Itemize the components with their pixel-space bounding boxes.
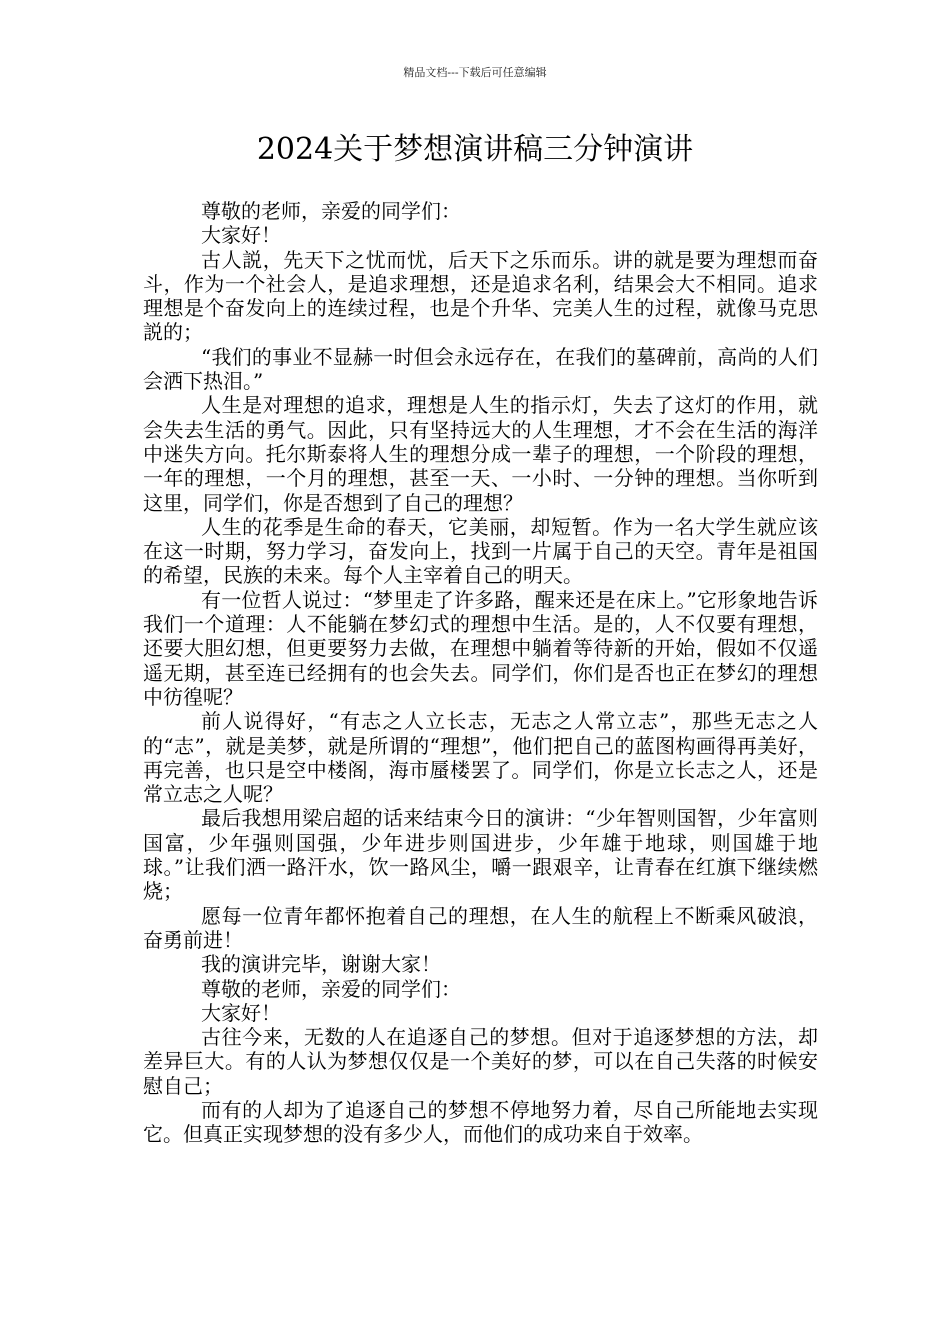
- paragraph: 古往今来，无数的人在追逐自己的梦想。但对于追逐梦想的方法，却差异巨大。有的人认为梦想仅仅是一个美好的梦，可以在自己失落的时候安慰自己；: [143, 1025, 818, 1098]
- paragraph: 有一位哲人说过：“梦里走了许多路，醒来还是在床上。”它形象地告诉我们一个道理：人不能躺在梦幻式的理想中生活。是的，人不仅要有理想，还要大胆幻想，但更要努力去做，在理想中躺着等待新的开始，假如不仅遥遥无期，甚至连已经拥有的也会失去。同学们，你们是否也正在梦幻的理想中彷徨呢？: [143, 587, 818, 709]
- page-header-note: 精品文档---下载后可任意编辑: [403, 66, 547, 79]
- paragraph-greeting: 尊敬的老师，亲爱的同学们：: [201, 199, 461, 223]
- paragraph-quote: “我们的事业不显赫一时但会永远存在，在我们的墓碑前，高尚的人们会洒下热泪。”: [143, 344, 818, 394]
- paragraph-hello: 大家好！: [201, 1000, 281, 1025]
- paragraph: 人生的花季是生命的春天，它美丽，却短暂。作为一名大学生就应该在这一时期，努力学习，奋发向上，找到一片属于自己的天空。青年是祖国的希望，民族的未来。每个人主宰着自己的明天。: [143, 514, 818, 588]
- paragraph: 最后我想用梁启超的话来结束今日的演讲：“少年智则国智，少年富则国富，少年强则国强，少年进步则国进步，少年雄于地球，则国雄于地球。”让我们洒一路汗水，饮一路风尘，嚼一跟艰辛，让青春在红旗下继续燃烧；: [143, 806, 818, 904]
- paragraph-closing: 我的演讲完毕，谢谢大家！: [201, 952, 441, 977]
- paragraph: 愿每一位青年都怀抱着自己的理想，在人生的航程上不断乘风破浪，奋勇前进！: [143, 903, 818, 952]
- document-body: [143, 199, 818, 1147]
- paragraph: 古人説，先天下之忧而忧，后天下之乐而乐。讲的就是要为理想而奋斗，作为一个社会人，是追求理想，还是追求名利，结果会大不相同。追求理想是个奋发向上的连续过程，也是个升华、完美人生的过程，就像马克思説的；: [143, 247, 818, 345]
- paragraph-greeting: 尊敬的老师，亲爱的同学们：: [201, 976, 461, 1001]
- paragraph: 前人说得好，“有志之人立长志，无志之人常立志”，那些无志之人的“志”，就是美梦，就是所谓的“理想”，他们把自己的蓝图构画得再美好，再完善，也只是空中楼阁，海市蜃楼罢了。同学们，你是立长志之人，还是常立志之人呢？: [143, 709, 818, 807]
- paragraph: 而有的人却为了追逐自己的梦想不停地努力着，尽自己所能地去实现它。但真正实现梦想的没有多少人，而他们的成功来自于效率。: [143, 1097, 818, 1147]
- paragraph-hello: 大家好！: [201, 223, 281, 248]
- document-title: 2024关于梦想演讲稿三分钟演讲: [256, 132, 694, 167]
- paragraph: 人生是对理想的追求，理想是人生的指示灯，失去了这灯的作用，就会失去生活的勇气。因此，只有坚持远大的人生理想，才不会在生活的海洋中迷失方向。托尔斯泰将人生的理想分成一辈子的理想，一个阶段的理想，一年的理想，一个月的理想，甚至一天、一小时、一分钟的理想。当你听到这里，同学们，你是否想到了自己的理想？: [143, 393, 818, 515]
